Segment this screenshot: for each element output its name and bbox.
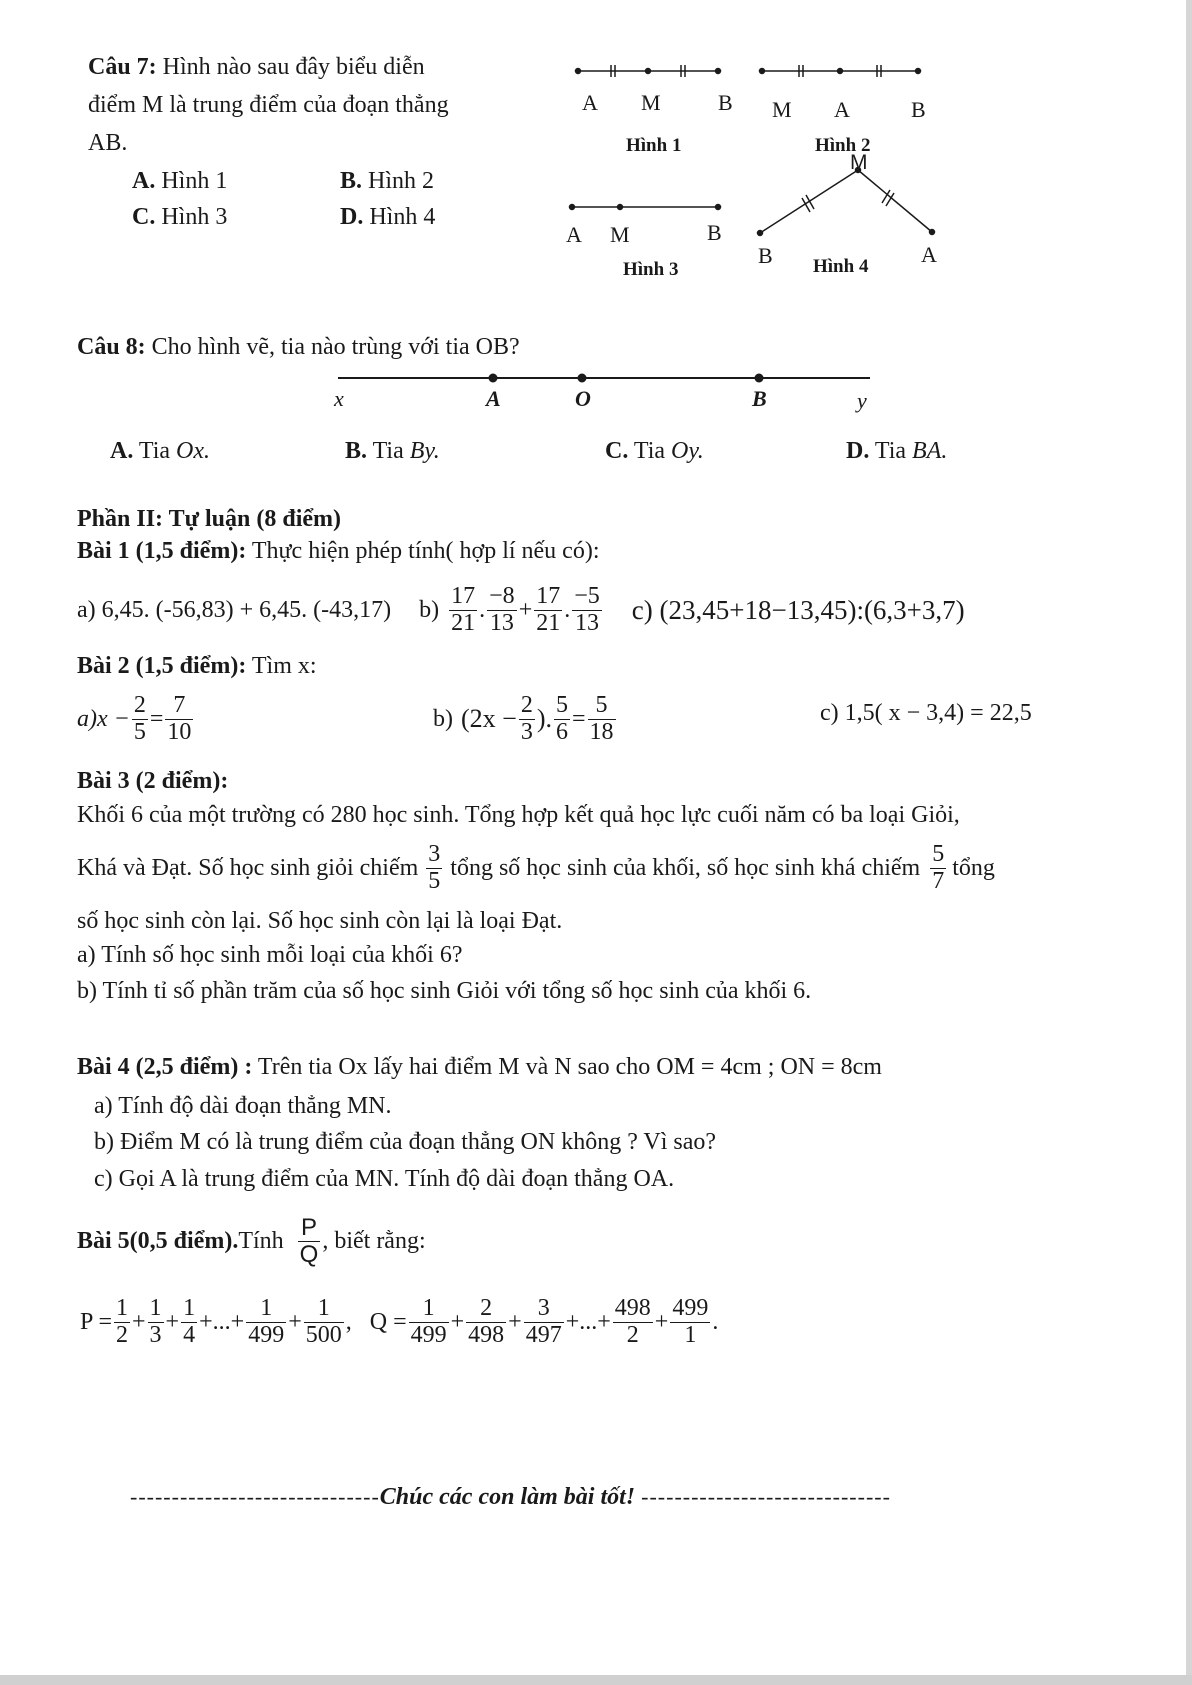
q7-label: Câu 7: bbox=[88, 54, 157, 80]
bai5-q-frac-1: $\frac{1}{499}$ bbox=[410, 1295, 447, 1348]
fig3-point-m: M bbox=[610, 222, 630, 247]
bai1-c: c) (23,45+18−13,45):(6,3+3,7) bbox=[631, 594, 965, 625]
bai1-label: Bài 1 (1,5 điểm): bbox=[77, 538, 247, 564]
bai5-q-frac-2: $\frac{2}{498}$ bbox=[468, 1295, 505, 1348]
q7-text-1: Hình nào sau đây biểu diễn bbox=[156, 54, 425, 80]
bai1-b-frac-1: $\frac{17}{21}$ bbox=[451, 583, 476, 636]
bai1-b-op-2: + bbox=[518, 596, 533, 623]
fig1-point-b: B bbox=[718, 90, 733, 115]
bai5-p-plus-1: + bbox=[132, 1308, 146, 1335]
bai5-q-plus-3: + bbox=[565, 1308, 580, 1335]
bai4-label: Bài 4 (2,5 điểm) : bbox=[77, 1054, 253, 1080]
fig4-point-m: M bbox=[850, 151, 868, 174]
bai5-q-plus-4: + bbox=[597, 1308, 611, 1335]
bai3-line-3: số học sinh còn lại. Số học sinh còn lại là loại Đạt. bbox=[77, 908, 563, 934]
bai2-heading bbox=[77, 653, 317, 680]
fig2-point-b: B bbox=[911, 97, 926, 122]
q7-line-1 bbox=[88, 54, 425, 81]
fig1-caption: Hình 1 bbox=[626, 135, 682, 156]
bai2-c: c) 1,5( x − 3,4) = 22,5 bbox=[820, 700, 1032, 726]
bai2-a bbox=[77, 684, 195, 754]
figure-2-segment bbox=[760, 65, 921, 77]
bai2-b bbox=[433, 684, 618, 754]
figure-1-segment bbox=[576, 65, 721, 77]
bai1-a: a) 6,45. (-56,83) + 6,45. (-43,17) bbox=[77, 596, 392, 623]
q7-option-b-key: B. bbox=[340, 168, 363, 194]
bai5-p-dots: ... bbox=[212, 1308, 231, 1335]
bai1-heading bbox=[77, 538, 600, 565]
bai5-text-b: , biết rằng: bbox=[322, 1227, 426, 1254]
q8-option-b[interactable] bbox=[345, 438, 440, 465]
bai1-b-frac-3: $\frac{17}{21}$ bbox=[536, 583, 561, 636]
bai2-label: Bài 2 (1,5 điểm): bbox=[77, 653, 247, 679]
bai5-q-frac-3: $\frac{3}{497}$ bbox=[525, 1295, 562, 1348]
bai5-period: . bbox=[712, 1308, 719, 1335]
footer-dashes-left: ------------------------------ bbox=[130, 1484, 380, 1509]
bai2-b-frac-3: $\frac{5}{18}$ bbox=[589, 692, 614, 745]
bai5-q-frac-5: $\frac{499}{1}$ bbox=[672, 1295, 709, 1348]
q8-option-a-text: Tia bbox=[133, 438, 177, 464]
bai5-p-label: P = bbox=[80, 1308, 112, 1335]
bai5-q-plus-1: + bbox=[450, 1308, 465, 1335]
q8-line-figure bbox=[330, 370, 870, 390]
bai3-line-1: Khối 6 của một trường có 280 học sinh. Tổng hợp kết quả học lực cuối năm có ba loại Giỏi, bbox=[77, 802, 960, 828]
bai2-a-frac-1: $\frac{2}{5}$ bbox=[133, 692, 146, 745]
footer bbox=[130, 1484, 891, 1511]
figure-4-segments bbox=[758, 168, 935, 236]
scan-bottom-bar bbox=[0, 1675, 1192, 1685]
page-edge-shadow bbox=[1186, 0, 1192, 1685]
q8-option-d-key: D. bbox=[846, 438, 870, 464]
bai5-p-frac-2: $\frac{1}{3}$ bbox=[149, 1295, 162, 1348]
fig3-caption: Hình 3 bbox=[623, 259, 679, 280]
bai1-b-frac-2: $\frac{-8}{13}$ bbox=[489, 583, 515, 636]
fig4-caption: Hình 4 bbox=[813, 256, 869, 277]
fig2-caption: Hình 2 bbox=[815, 135, 871, 156]
bai2-b-frac-1: $\frac{2}{3}$ bbox=[520, 692, 533, 745]
bai1-items bbox=[77, 575, 965, 645]
q7-option-c-text: Hình 3 bbox=[155, 204, 228, 230]
q8-option-a-var: Ox. bbox=[176, 438, 211, 464]
q7-option-a[interactable] bbox=[132, 168, 227, 195]
q7-option-b-text: Hình 2 bbox=[362, 168, 435, 194]
q8-option-c-key: C. bbox=[605, 438, 629, 464]
bai1-b-op-1: . bbox=[479, 596, 486, 623]
q8-option-a[interactable] bbox=[110, 438, 210, 465]
bai4-c: c) Gọi A là trung điểm của MN. Tính độ dài đoạn thẳng OA. bbox=[94, 1166, 675, 1192]
q8-point-a: A bbox=[486, 386, 501, 411]
bai2-text: Tìm x: bbox=[246, 653, 317, 679]
q8-point-x: x bbox=[334, 386, 344, 411]
bai3-frac-gioi: $\frac{3}{5}$ bbox=[428, 841, 441, 894]
footer-dashes-right: ------------------------------ bbox=[641, 1484, 891, 1509]
bai5-q-frac-4: $\frac{498}{2}$ bbox=[614, 1295, 651, 1348]
q7-option-d[interactable] bbox=[340, 204, 435, 231]
bai5-text-a: Tính bbox=[238, 1227, 284, 1254]
fig4-point-a: A bbox=[921, 242, 937, 267]
fig2-point-m: M bbox=[772, 97, 792, 122]
q7-option-a-text: Hình 1 bbox=[155, 168, 228, 194]
bai1-b-frac-4: $\frac{-5}{13}$ bbox=[574, 583, 600, 636]
q8-option-b-key: B. bbox=[345, 438, 368, 464]
bai2-b-close: ). bbox=[536, 704, 552, 733]
bai4-b: b) Điểm M có là trung điểm của đoạn thẳng ON không ? Vì sao? bbox=[94, 1129, 717, 1155]
q8-label: Câu 8: bbox=[77, 334, 146, 360]
bai5-label: Bài 5(0,5 điểm). bbox=[77, 1227, 239, 1254]
bai5-q-plus-2: + bbox=[508, 1308, 522, 1335]
fig3-point-b: B bbox=[707, 220, 722, 245]
fig1-point-a: A bbox=[582, 90, 598, 115]
bai5-p-plus-3: + bbox=[199, 1308, 213, 1335]
fig3-point-a: A bbox=[566, 222, 582, 247]
q7-option-c[interactable] bbox=[132, 204, 227, 231]
q8-line bbox=[77, 334, 520, 361]
bai5-heading bbox=[77, 1206, 426, 1276]
bai1-b-prefix: b) bbox=[419, 596, 440, 623]
q8-option-d[interactable] bbox=[846, 438, 947, 465]
bai3-line-2b: tổng số học sinh của khối, số học sinh khá chiếm bbox=[450, 854, 921, 881]
bai4-a: a) Tính độ dài đoạn thẳng MN. bbox=[94, 1093, 392, 1119]
q8-option-c-text: Tia bbox=[628, 438, 672, 464]
q7-text-3: AB. bbox=[88, 130, 128, 156]
bai5-q-plus-5: + bbox=[654, 1308, 669, 1335]
q8-option-d-text: Tia bbox=[869, 438, 913, 464]
bai2-a-prefix: a)x − bbox=[77, 705, 130, 732]
bai5-p-plus-5: + bbox=[288, 1308, 302, 1335]
q7-option-b[interactable] bbox=[340, 168, 434, 195]
bai4-heading bbox=[77, 1054, 882, 1081]
bai5-p-frac-1: $\frac{1}{2}$ bbox=[116, 1295, 128, 1348]
q7-option-d-key: D. bbox=[340, 204, 364, 230]
bai5-p-frac-4: $\frac{1}{499}$ bbox=[248, 1295, 285, 1348]
fig2-point-a: A bbox=[834, 97, 850, 122]
bai5-p-plus-4: + bbox=[230, 1308, 245, 1335]
q8-text: Cho hình vẽ, tia nào trùng với tia OB? bbox=[145, 334, 520, 360]
q8-option-b-var: By. bbox=[409, 438, 440, 464]
bai3-b: b) Tính tỉ số phần trăm của số học sinh Giỏi với tổng số học sinh của khối 6. bbox=[77, 978, 812, 1004]
q8-point-b: B bbox=[752, 386, 767, 411]
bai5-q-label: Q = bbox=[369, 1308, 407, 1335]
bai1-b-op-3: . bbox=[564, 596, 571, 623]
bai2-b-open: (2x − bbox=[461, 704, 517, 733]
bai2-b-frac-2: $\frac{5}{6}$ bbox=[556, 692, 568, 745]
q8-point-o: O bbox=[575, 386, 591, 411]
bai3-line-2 bbox=[77, 836, 995, 900]
bai5-q-dots: ... bbox=[579, 1308, 598, 1335]
bai2-a-eq: = bbox=[149, 705, 164, 732]
q8-option-b-text: Tia bbox=[367, 438, 410, 464]
bai3-frac-kha: $\frac{5}{7}$ bbox=[932, 841, 945, 894]
footer-text: Chúc các con làm bài tốt! bbox=[379, 1484, 636, 1510]
q8-point-y: y bbox=[857, 388, 867, 413]
bai2-b-eq: = bbox=[572, 705, 586, 732]
figure-3-segment bbox=[570, 205, 721, 210]
fig4-point-b: B bbox=[758, 243, 773, 268]
q8-option-c[interactable] bbox=[605, 438, 704, 465]
bai3-label: Bài 3 (2 điểm): bbox=[77, 768, 229, 794]
bai1-text: Thực hiện phép tính( hợp lí nếu có): bbox=[246, 538, 600, 564]
bai5-p-frac-3: $\frac{1}{4}$ bbox=[183, 1295, 196, 1348]
q7-option-c-key: C. bbox=[132, 204, 156, 230]
bai3-line-2a: Khá và Đạt. Số học sinh giỏi chiếm bbox=[77, 854, 419, 881]
bai5-p-frac-5: $\frac{1}{500}$ bbox=[305, 1295, 342, 1348]
bai5-formulas bbox=[80, 1288, 718, 1356]
bai5-p-plus-2: + bbox=[165, 1308, 180, 1335]
fig1-point-m: M bbox=[641, 90, 661, 115]
q7-option-d-text: Hình 4 bbox=[363, 204, 436, 230]
bai2-a-frac-2: $\frac{7}{10}$ bbox=[167, 692, 192, 745]
bai3-a: a) Tính số học sinh mỗi loại của khối 6? bbox=[77, 942, 463, 968]
q7-option-a-key: A. bbox=[132, 168, 156, 194]
bai5-comma: , bbox=[345, 1308, 352, 1335]
bai4-text: Trên tia Ox lấy hai điểm M và N sao cho OM = 4cm ; ON = 8cm bbox=[252, 1054, 882, 1080]
q8-option-c-var: Oy. bbox=[671, 438, 704, 464]
bai3-line-2c: tổng bbox=[952, 854, 995, 881]
q7-text-2: điểm M là trung điểm của đoạn thẳng bbox=[88, 92, 449, 118]
bai5-frac-pq: $\frac{P}{Q}$ bbox=[299, 1214, 319, 1268]
q8-option-a-key: A. bbox=[110, 438, 134, 464]
bai2-b-prefix: b) bbox=[433, 705, 453, 732]
part2-title: Phần II: Tự luận (8 điểm) bbox=[77, 506, 342, 532]
q8-option-d-var: BA. bbox=[912, 438, 948, 464]
